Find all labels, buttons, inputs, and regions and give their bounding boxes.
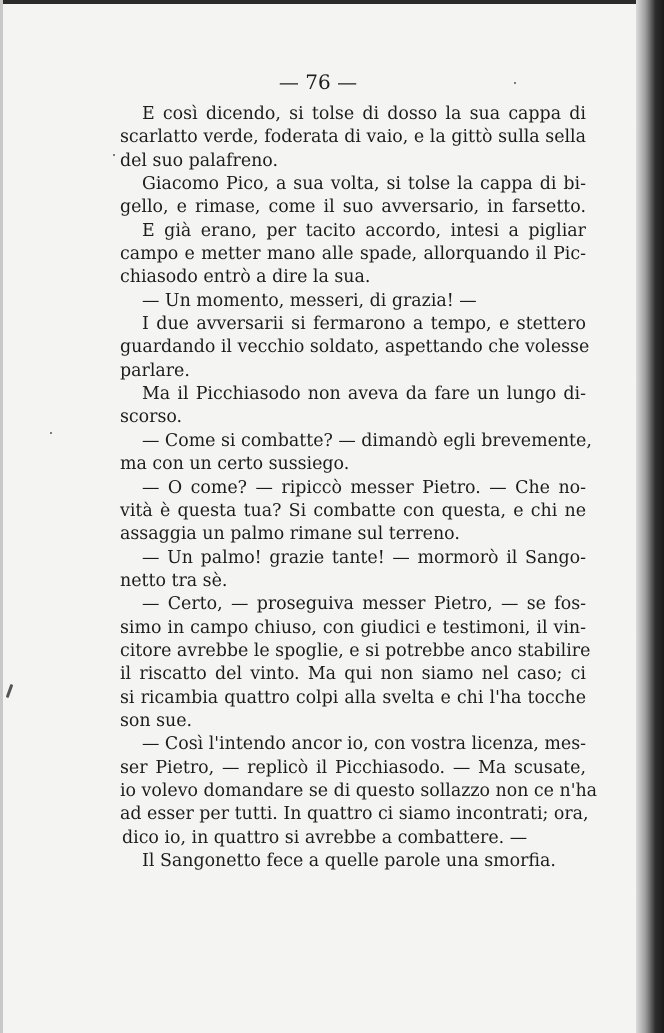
- body-text: [120, 103, 598, 873]
- text-line: Giacomo Pico, a sua volta, si tolse la cappa di bi-: [142, 174, 586, 195]
- text-line: vità è questa tua? Si combatte con questa, e chi ne: [120, 500, 586, 521]
- ink-speck: [50, 432, 52, 434]
- text-line: del suo palafreno.: [120, 150, 279, 171]
- text-line: io volevo domandare se di questo sollazzo non ce n'ha: [120, 780, 598, 801]
- text-line: — Così l'intendo ancor io, con vostra licenza, mes-: [142, 734, 587, 755]
- page-number: — 76 —: [278, 70, 358, 94]
- text-line: — Un palmo! grazie tante! — mormorò il Sango-: [142, 547, 586, 568]
- text-line: il riscatto del vinto. Ma qui non siamo nel caso; ci: [120, 664, 586, 685]
- text-line: guardando il vecchio soldato, aspettando che volesse: [120, 337, 590, 358]
- text-line: ser Pietro, — replicò il Picchiasodo. — Ma scusate,: [120, 757, 586, 778]
- text-line: assaggia un palmo rimane sul terreno.: [120, 524, 460, 545]
- text-line: — Certo, — proseguiva messer Pietro, — se fos-: [142, 594, 586, 615]
- text-line: ma con un certo sussiego.: [120, 454, 350, 475]
- text-line: Il Sangonetto fece a quelle parole una smorfia.: [142, 851, 556, 871]
- text-line: gello, e rimase, come il suo avversario, in farsetto.: [120, 197, 586, 218]
- text-line: E già erano, per tacito accordo, intesi a pigliar: [142, 220, 586, 241]
- ink-speck: [6, 684, 14, 698]
- text-line: — Un momento, messeri, di grazia! —: [142, 290, 477, 311]
- text-line: — O come? — ripiccò messer Pietro. — Che no-: [142, 477, 586, 498]
- text-line: Ma il Picchiasodo non aveva da fare un lungo di-: [142, 384, 586, 405]
- text-line: E così dicendo, si tolse di dosso la sua cappa di: [142, 104, 586, 124]
- page-top-edge: [0, 0, 664, 4]
- text-line: netto tra sè.: [120, 570, 228, 591]
- text-line: parlare.: [120, 360, 190, 381]
- text-line: chiasodo entrò a dire la sua.: [120, 267, 371, 288]
- text-line: ad esser per tutti. In quattro ci siamo incontrati; ora,: [120, 804, 589, 825]
- text-line: scorso.: [120, 407, 183, 428]
- text-line: si ricambia quattro colpi alla svelta e chi l'ha tocche: [120, 687, 586, 708]
- text-line: — Come si combatte? — dimandò egli brevemente,: [142, 430, 592, 451]
- text-line: dico io, in quattro si avrebbe a combattere. —: [122, 827, 528, 848]
- text-line: scarlatto verde, foderata di vaio, e la gittò sulla sella: [120, 127, 586, 148]
- text-line: son sue.: [120, 710, 193, 731]
- page-binding-shadow: [636, 0, 664, 1033]
- text-line: simo in campo chiuso, con giudici e testimoni, il vin-: [120, 617, 586, 638]
- text-line: citore avrebbe le spoglie, e si potrebbe anco stabilire: [120, 640, 591, 661]
- page-left-edge: [0, 0, 3, 1033]
- text-line: campo e metter mano alle spade, allorquando il Pic-: [120, 244, 586, 265]
- ink-speck: [113, 154, 115, 156]
- text-line: I due avversarii si fermarono a tempo, e stettero: [142, 314, 586, 335]
